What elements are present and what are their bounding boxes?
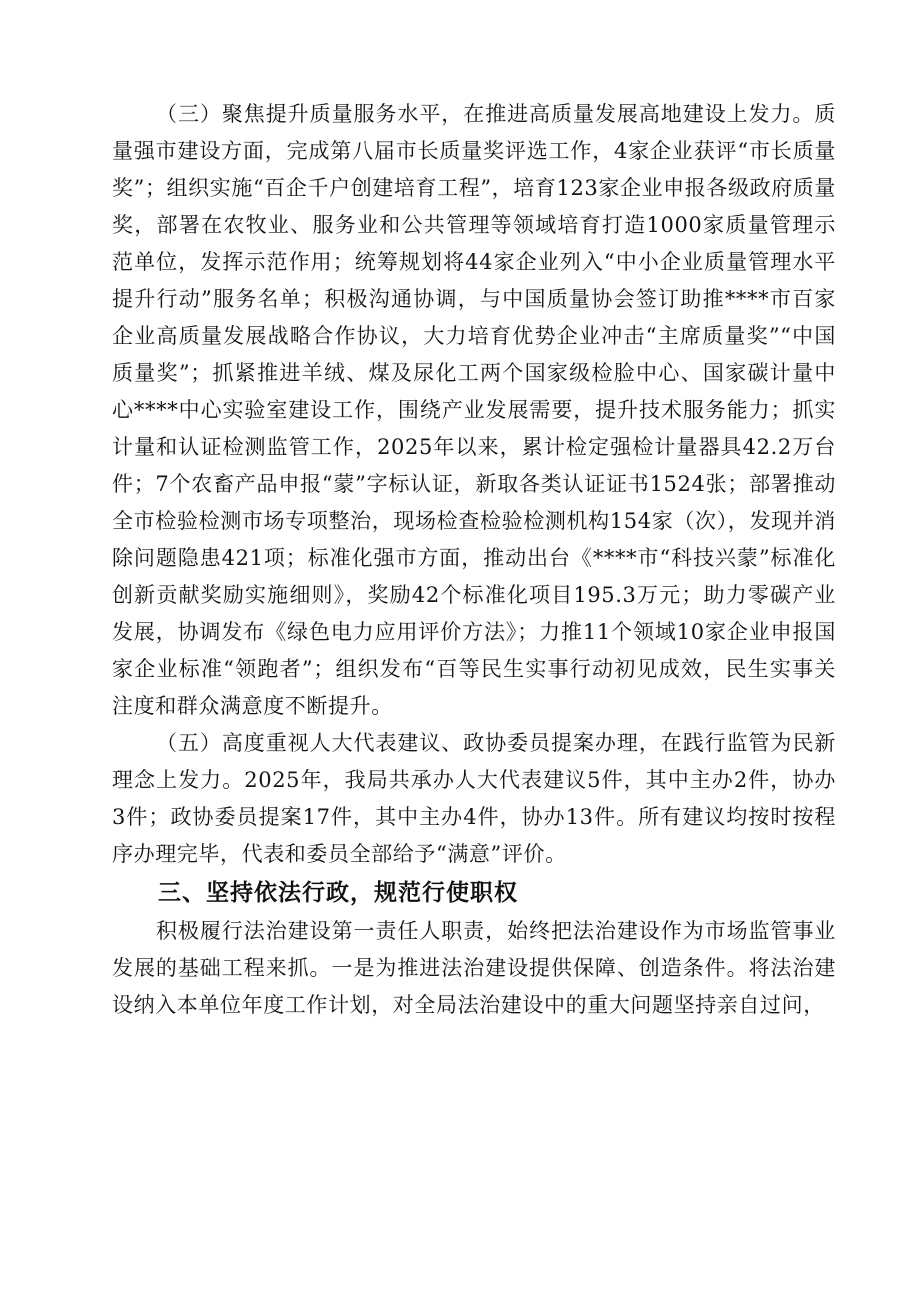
paragraph-rule-of-law: 积极履行法治建设第一责任人职责，始终把法治建设作为市场监管事业发展的基础工程来抓。一是为推进法治建设提供保障、创造条件。将法治建设纳入本单位年度工作计划，对全局法治建设中的重大问题坚持亲自过问，: [112, 919, 836, 1017]
paragraph-quality-service: （三）聚焦提升质量服务水平，在推进高质量发展高地建设上发力。质量强市建设方面，完成第八届市长质量奖评选工作，4家企业获评“市长质量奖”；组织实施“百企千户创建培育工程”，培育123家企业申报各级政府质量奖，部署在农牧业、服务业和公共管理等领域培育打造1000家质量管理示范单位，发挥示范作用；统筹规划将44家企业列入“中小企业质量管理水平提升行动”服务名单；积极沟通协调，与中国质量协会签订助推****市百家企业高质量发展战略合作协议，大力培育优势企业冲击“主席质量奖”“中国质量奖”；抓紧推进羊绒、煤及尿化工两个国家级检脸中心、国家碳计量中心****中心实验室建设工作，围绕产业发展需要，提升技术服务能力；抓实计量和认证检测监管工作，2025年以来，累计检定强检计量器具42.2万台件；7个农畜产品申报“蒙”字标认证，新取各类认证证书1524张；部署推动全市检验检测市场专项整治，现场检查检验检测机构154家（次），发现并消除问题隐患421项；标准化强市方面，推动出台《****市“科技兴蒙”标准化创新贡献奖励实施细则》，奖励42个标准化项目195.3万元；助力零碳产业发展，协调发布《绿色电力应用评价方法》；力推11个领域10家企业申报国家企业标准“领跑者”；组织发布“百等民生实事行动初见成效，民生实事关注度和群众满意度不断提升。: [112, 102, 836, 718]
document-page: [112, 96, 836, 1024]
section-heading-three: 三、坚持依法行政，规范行使职权: [158, 880, 518, 906]
paragraph-proposals: （五）高度重视人大代表建议、政协委员提案办理，在践行监管为民新理念上发力。2025年，我局共承办人大代表建议5件，其中主办2件，协办3件；政协委员提案17件，其中主办4件，协办13件。所有建议均按时按程序办理完毕，代表和委员全部给予“满意”评价。: [112, 731, 836, 866]
